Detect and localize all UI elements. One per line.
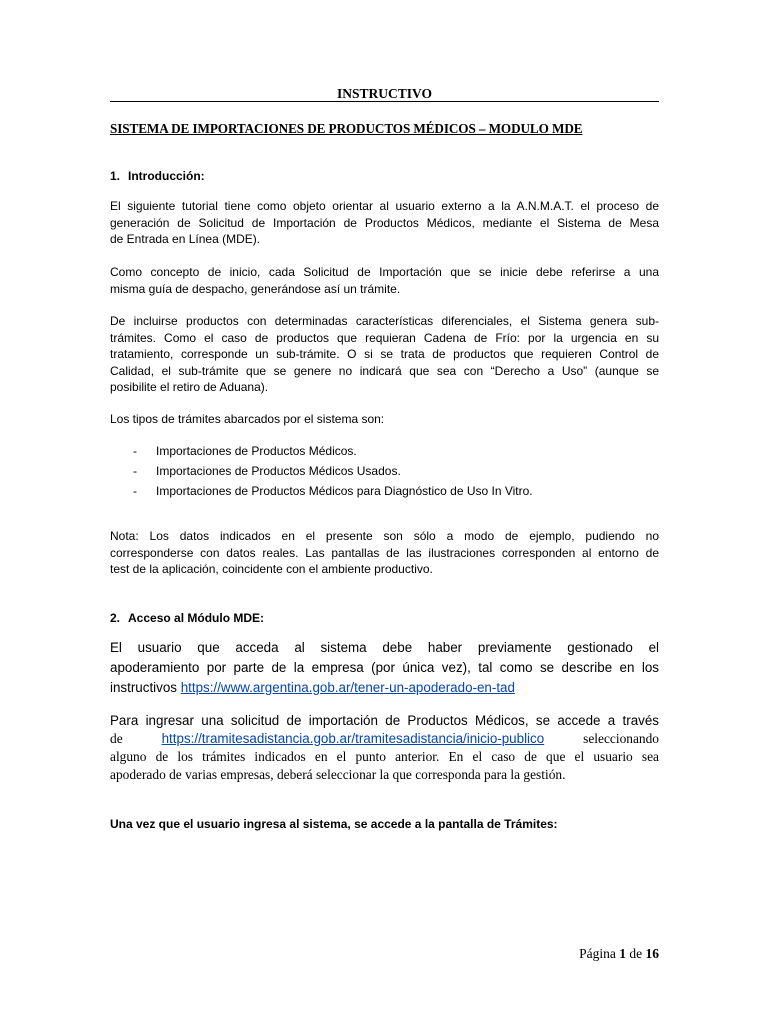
- list-item-text: Importaciones de Productos Médicos para Diagnóstico de Uso In Vitro.: [156, 484, 533, 498]
- text-line: apoderamiento por parte de la empresa (por única vez), tal como se describe en los: [110, 660, 659, 675]
- text-line: apoderado de varias empresas, deberá seleccionar la que corresponda para la gestión.: [110, 767, 566, 782]
- section-2-title: Acceso al Módulo MDE:: [128, 611, 265, 625]
- text-line: Para ingresar una solicitud de importación de Productos Médicos, se accede a través: [110, 713, 659, 728]
- text-line: generación de Solicitud de Importación de Productos Médicos, mediante el Sistema de Mesa: [110, 215, 659, 230]
- document-subtitle: SISTEMA DE IMPORTACIONES DE PRODUCTOS MÉDICOS – MODULO MDE: [110, 121, 583, 136]
- procedure-types-list: [110, 441, 659, 501]
- access-paragraph-1: [110, 638, 659, 698]
- text-line: posibilite el retiro de Aduana).: [110, 380, 269, 394]
- text-fragment: de: [110, 731, 123, 746]
- text-line: Como concepto de inicio, cada Solicitud de Importación que se inicie debe referirse a una: [110, 265, 659, 279]
- section-1-title: Introducción:: [128, 169, 205, 183]
- list-item: [110, 461, 659, 481]
- text-line: [110, 730, 659, 748]
- dash-bullet: -: [133, 444, 137, 458]
- page-of-label: de: [629, 946, 643, 961]
- section-2-number: 2.: [110, 611, 121, 625]
- text-line: alguno de los trámites indicados en el punto anterior. En el caso de que el usuario sea: [110, 749, 659, 764]
- text-line: [110, 678, 659, 698]
- intro-paragraph-3: [110, 313, 659, 396]
- text-line: misma guía de despacho, generándose así un trámite.: [110, 281, 401, 296]
- list-item: [110, 481, 659, 501]
- section-1-number: 1.: [110, 169, 121, 183]
- list-item: [110, 441, 659, 461]
- document-title: INSTRUCTIVO: [336, 86, 432, 101]
- page-number: 1: [619, 946, 626, 961]
- dash-bullet: -: [133, 484, 137, 498]
- access-paragraph-2: [110, 712, 659, 784]
- intro-paragraph-4: Los tipos de trámites abarcados por el sistema son:: [110, 412, 385, 426]
- note-paragraph: [110, 528, 659, 578]
- text-line: Nota: Los datos indicados en el presente son sólo a modo de ejemplo, pudiendo no: [110, 529, 659, 543]
- section-2-heading: [110, 610, 659, 627]
- list-item-text: Importaciones de Productos Médicos Usados.: [156, 464, 401, 478]
- text-line: El usuario que acceda al sistema debe haber previamente gestionado el: [110, 640, 659, 655]
- text-fragment: seleccionando: [583, 731, 659, 746]
- intro-paragraph-2: [110, 264, 659, 297]
- access-paragraph-3: Una vez que el usuario ingresa al sistema, se accede a la pantalla de Trámites:: [110, 817, 558, 831]
- text-line: de Entrada en Línea (MDE).: [110, 232, 261, 246]
- tramites-link[interactable]: https://tramitesadistancia.gob.ar/tramitesadistancia/inicio-publico: [161, 731, 545, 746]
- text-fragment: instructivos: [110, 680, 177, 695]
- text-line: Calidad, el sub-trámite que se genere no indicará que sea con “Derecho a Uso” (aunque se: [110, 363, 659, 378]
- text-line: tratamiento, corresponde un sub-trámite. O si se trata de productos que requieren Control de: [110, 347, 659, 361]
- text-line: test de la aplicación, coincidente con el ambiente productivo.: [110, 562, 433, 576]
- section-1-heading: [110, 168, 659, 185]
- text-line: corresponderse con datos reales. Las pantallas de las ilustraciones corresponden al entorno de: [110, 545, 659, 560]
- title-underline: [110, 101, 659, 102]
- text-line: El siguiente tutorial tiene como objeto orientar al usuario externo a la A.N.M.A.T. el proceso de: [110, 199, 659, 213]
- text-line: De incluirse productos con determinadas características diferenciales, el Sistema genera sub-: [110, 314, 659, 328]
- text-line: trámites. Como el caso de productos que requieran Cadena de Frío: por la urgencia en su: [110, 330, 659, 345]
- page-label: Página: [579, 946, 616, 961]
- page-footer: [579, 946, 659, 962]
- apoderado-link[interactable]: https://www.argentina.gob.ar/tener-un-apoderado-en-tad: [180, 680, 515, 695]
- dash-bullet: -: [133, 464, 137, 478]
- intro-paragraph-1: [110, 198, 659, 248]
- list-item-text: Importaciones de Productos Médicos.: [156, 444, 357, 458]
- page-total: 16: [645, 946, 659, 961]
